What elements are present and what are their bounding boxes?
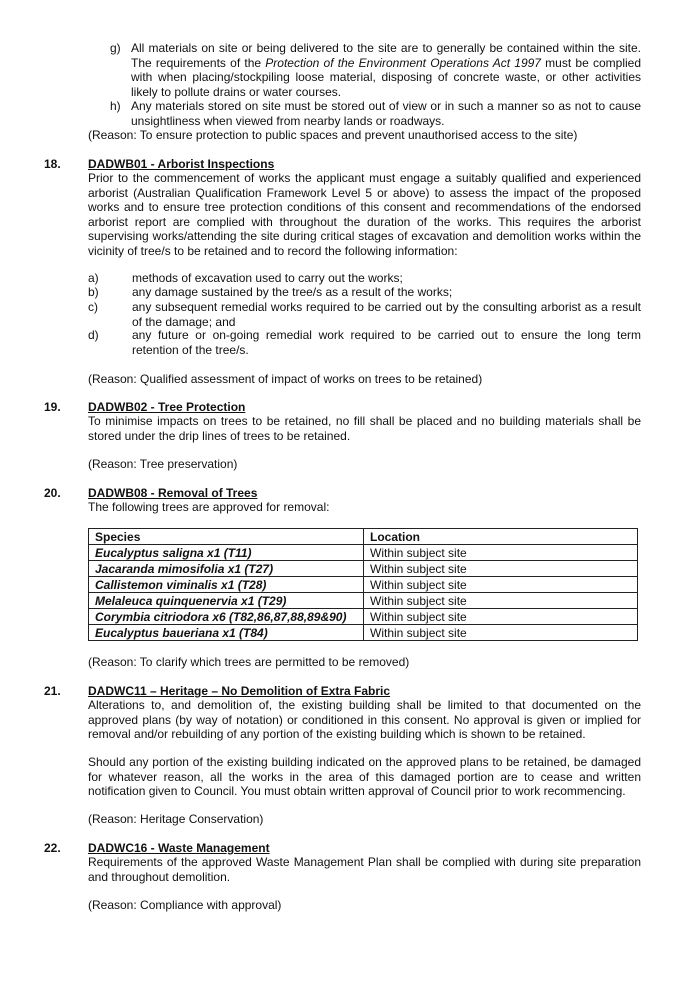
condition-body: Alterations to, and demolition of, the existing building shall be limited to that documented on the approved plans (by way of notation) or conditioned in this consent. No approval is given or implied for removal and/or rebuilding of any portion of the existing building which is shown to be retained. — [88, 698, 641, 742]
condition-number: 20. — [44, 486, 61, 500]
list-item-text: Any materials stored on site must be stored out of view or in such a manner so as not to cause unsightliness when viewed from nearby lands or roadways. — [131, 99, 641, 128]
location-cell: Within subject site — [364, 593, 638, 609]
list-item-g — [110, 41, 641, 101]
condition-body: The following trees are approved for removal: — [88, 500, 330, 514]
column-header-location: Location — [364, 529, 638, 545]
condition-body: Prior to the commencement of works the applicant must engage a suitably qualified and experienced arborist (Australian Qualification Framework Level 5 or above) to assess the impact of the proposed works and to ensure tree protection conditions of this consent and recommendations of the endorsed arborist report are complied with throughout the duration of the works. This requires the arborist supervising works/attending the site during critical stages of excavation and demolition works within the vicinity of tree/s to be retained and to record the following information: — [88, 171, 641, 258]
species-cell: Jacaranda mimosifolia x1 (T27) — [89, 561, 364, 577]
condition-heading: DADWB01 - Arborist Inspections — [88, 157, 275, 171]
list-item-text: All materials on site or being delivered to the site are to generally be contained within the site. The requirements of the Protection of the Environment Operations Act 1997 must be complied with when placing/stockpiling loose material, disposing of concrete waste, or other activities likely to pollute drains or water courses. — [131, 41, 641, 99]
condition-body: To minimise impacts on trees to be retained, no fill shall be placed and no building materials shall be stored under the drip lines of trees to be retained. — [88, 414, 641, 443]
species-cell: Callistemon viminalis x1 (T28) — [89, 577, 364, 593]
condition-heading: DADWC11 – Heritage – No Demolition of Extra Fabric — [88, 684, 391, 698]
species-cell: Melaleuca quinquenervia x1 (T29) — [89, 593, 364, 609]
location-cell: Within subject site — [364, 625, 638, 641]
reason-text: (Reason: Compliance with approval) — [88, 898, 282, 912]
list-item-a: a) methods of excavation used to carry out the works; — [88, 271, 403, 285]
condition-number: 22. — [44, 841, 61, 855]
condition-heading: DADWB02 - Tree Protection — [88, 400, 246, 414]
condition-body: Should any portion of the existing building indicated on the approved plans to be retained, be damaged for whatever reason, all the works in the area of this damaged portion are to cease and written notification given to Council. You must obtain written approval of Council prior to work recommencing. — [88, 755, 641, 799]
table-header-row — [89, 529, 638, 545]
reason-text: (Reason: Qualified assessment of impact of works on trees to be retained) — [88, 372, 483, 386]
location-cell: Within subject site — [364, 545, 638, 561]
reason-text: (Reason: To ensure protection to public spaces and prevent unauthorised access to the site) — [88, 128, 578, 142]
table-row — [89, 545, 638, 561]
location-cell: Within subject site — [364, 577, 638, 593]
column-header-species: Species — [89, 529, 364, 545]
reason-text: (Reason: Tree preservation) — [88, 457, 238, 471]
table-row — [89, 577, 638, 593]
table-row — [89, 561, 638, 577]
table-row — [89, 609, 638, 625]
table-row — [89, 625, 638, 641]
location-cell: Within subject site — [364, 609, 638, 625]
table-row — [89, 593, 638, 609]
list-item-b: b) any damage sustained by the tree/s as a result of the works; — [88, 285, 453, 299]
list-item-d: d) any future or on-going remedial work required to be carried out to ensure the long term retention of the tree/s. — [88, 328, 641, 357]
condition-heading: DADWB08 - Removal of Trees — [88, 486, 258, 500]
condition-body: Requirements of the approved Waste Management Plan shall be complied with during site preparation and throughout demolition. — [88, 855, 641, 884]
list-item-label: g) — [110, 41, 121, 55]
reason-text: (Reason: To clarify which trees are permitted to be removed) — [88, 655, 410, 669]
species-cell: Eucalyptus baueriana x1 (T84) — [89, 625, 364, 641]
species-cell: Eucalyptus saligna x1 (T11) — [89, 545, 364, 561]
list-item-h — [110, 99, 641, 129]
condition-number: 19. — [44, 400, 61, 414]
location-cell: Within subject site — [364, 561, 638, 577]
condition-heading: DADWC16 - Waste Management — [88, 841, 270, 855]
reason-text: (Reason: Heritage Conservation) — [88, 812, 264, 826]
list-item-c: c) any subsequent remedial works required to be carried out by the consulting arborist as a result of the damage; and — [88, 300, 641, 329]
list-item-label: h) — [110, 99, 121, 113]
condition-number: 18. — [44, 157, 61, 171]
act-title: Protection of the Environment Operations Act 1997 — [265, 55, 541, 70]
trees-removal-table — [88, 528, 638, 641]
condition-number: 21. — [44, 684, 61, 698]
species-cell: Corymbia citriodora x6 (T82,86,87,88,89&90) — [89, 609, 364, 625]
